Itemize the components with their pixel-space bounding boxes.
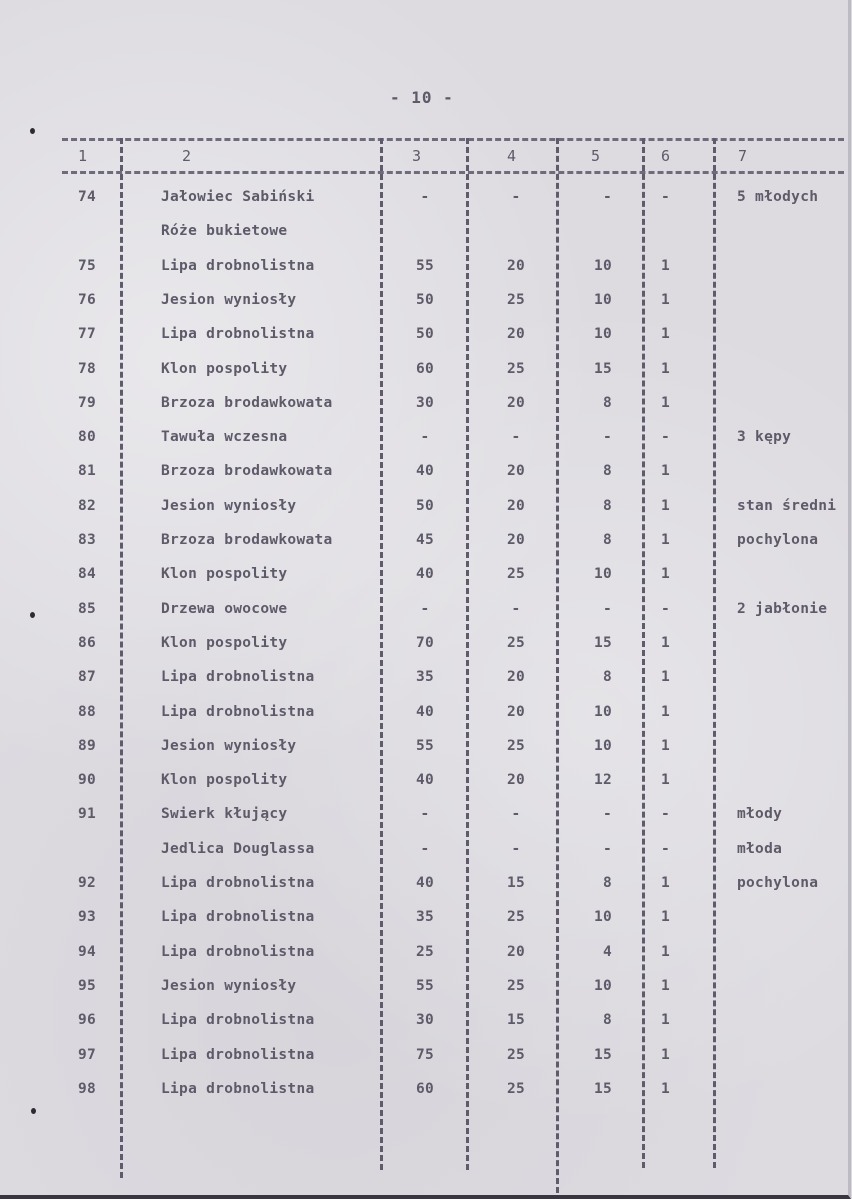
cell-col-1: 83 [78,532,97,548]
cell-col-2: Klon pospolity [161,772,288,789]
column-header-3: 3 [412,147,422,165]
cell-col-5: 10 [593,977,612,994]
table-row [0,566,852,600]
punch-mark [30,128,35,134]
cell-col-2: Jesion wyniosły [161,977,297,994]
cell-col-5: 10 [593,291,612,308]
cell-col-3: 55 [415,977,435,994]
cell-col-1: 74 [78,189,97,205]
cell-col-2: Lipa drobnolistna [161,1080,315,1097]
table-row [0,361,852,395]
cell-col-1: 98 [78,1080,97,1097]
cell-col-6: 1 [661,463,671,480]
cell-col-3: - [420,806,430,823]
cell-col-6: 1 [661,909,671,926]
cell-col-1: 86 [78,634,97,651]
cell-col-4: 15 [506,1012,526,1029]
cell-col-6: - [661,600,671,617]
table-row [0,532,852,566]
cell-col-4: 25 [506,634,526,651]
cell-col-5: - [602,189,612,205]
table-row [0,841,852,875]
table-top-rule [62,138,844,141]
table-row [0,978,852,1012]
cell-col-3: 75 [415,1046,435,1063]
cell-col-6: - [661,429,671,446]
table-row [0,772,852,806]
cell-col-3: 50 [415,326,435,343]
cell-col-4: - [511,840,521,857]
cell-col-7: młoda [737,840,783,857]
table-row [0,704,852,738]
cell-col-4: 20 [506,463,526,480]
column-header-1: 1 [78,147,88,165]
cell-col-5: 10 [593,326,612,343]
cell-col-5: 8 [602,497,612,514]
cell-col-1: 91 [78,806,97,823]
cell-col-5: 8 [602,875,612,891]
cell-col-1: 82 [78,497,97,514]
cell-col-3: 60 [415,360,435,377]
cell-col-2: Klon pospolity [161,360,288,377]
cell-col-7: pochylona [737,875,819,891]
cell-col-2: Lipa drobnolistna [161,1012,315,1029]
column-header-2: 2 [182,147,192,165]
cell-col-1: 92 [78,875,97,891]
column-header-7: 7 [738,147,748,165]
cell-col-3: 70 [415,634,435,651]
cell-col-4: 20 [506,497,526,514]
column-header-6: 6 [661,147,671,165]
cell-col-6: 1 [661,394,671,411]
cell-col-6: 1 [661,737,671,754]
cell-col-4: 20 [506,532,526,548]
cell-col-7: 5 młodych [737,189,819,205]
cell-col-2: Lipa drobnolistna [161,257,315,274]
cell-col-7: 2 jabłonie [737,600,828,617]
cell-col-3: 40 [415,772,435,789]
table-row [0,258,852,292]
cell-col-6: 1 [661,875,671,891]
cell-col-3: - [420,429,430,446]
cell-col-4: - [511,429,521,446]
cell-col-1: 87 [78,669,97,686]
cell-col-4: - [511,806,521,823]
column-header-5: 5 [591,147,601,165]
cell-col-2: Lipa drobnolistna [161,875,315,891]
cell-col-2: Lipa drobnolistna [161,326,315,343]
cell-col-2: Lipa drobnolistna [161,669,315,686]
cell-col-6: 1 [661,497,671,514]
cell-col-3: 45 [415,532,435,548]
cell-col-5: - [602,840,612,857]
cell-col-2: Jedlica Douglassa [161,840,315,857]
cell-col-5: 4 [602,943,612,960]
table-row [0,223,852,257]
cell-col-4: 20 [506,943,526,960]
cell-col-4: 20 [506,257,526,274]
cell-col-4: 25 [506,977,526,994]
cell-col-2: Brzoza brodawkowata [161,532,333,548]
cell-col-4: 20 [506,669,526,686]
cell-col-7: młody [737,806,783,823]
cell-col-5: 10 [593,909,612,926]
cell-col-4: - [511,600,521,617]
cell-col-3: - [420,600,430,617]
cell-col-4: 25 [506,566,526,583]
column-header-4: 4 [507,147,517,165]
table-row [0,429,852,463]
cell-col-5: 8 [602,532,612,548]
cell-col-3: 30 [415,394,435,411]
cell-col-2: Lipa drobnolistna [161,703,315,720]
cell-col-4: 20 [506,703,526,720]
cell-col-3: 40 [415,463,435,480]
table-row [0,326,852,360]
cell-col-6: 1 [661,360,671,377]
table-row [0,944,852,978]
cell-col-6: 1 [661,943,671,960]
cell-col-3: - [420,840,430,857]
cell-col-1: 88 [78,703,97,720]
table-row [0,463,852,497]
cell-col-4: 20 [506,326,526,343]
cell-col-4: 25 [506,291,526,308]
cell-col-5: 15 [593,1080,612,1097]
cell-col-4: - [511,189,521,205]
cell-col-2: Jesion wyniosły [161,737,297,754]
cell-col-2: Lipa drobnolistna [161,909,315,926]
cell-col-6: 1 [661,703,671,720]
cell-col-1: 81 [78,463,97,480]
cell-col-3: 35 [415,669,435,686]
cell-col-1: 75 [78,257,97,274]
cell-col-6: - [661,189,671,205]
cell-col-1: 96 [78,1012,97,1029]
cell-col-5: 12 [593,772,612,789]
table-row [0,1047,852,1081]
table-row [0,635,852,669]
cell-col-2: Lipa drobnolistna [161,1046,315,1063]
cell-col-6: 1 [661,977,671,994]
cell-col-6: 1 [661,326,671,343]
header-bottom-rule [62,171,844,174]
table-row [0,1012,852,1046]
cell-col-2: Klon pospolity [161,566,288,583]
cell-col-7: pochylona [737,532,819,548]
cell-col-5: 8 [602,463,612,480]
cell-col-1: 89 [78,737,97,754]
cell-col-5: 8 [602,394,612,411]
cell-col-3: 40 [415,566,435,583]
cell-col-1: 77 [78,326,97,343]
table-row [0,189,852,223]
table-row [0,909,852,943]
cell-col-6: 1 [661,257,671,274]
cell-col-2: Jesion wyniosły [161,291,297,308]
table-row [0,669,852,703]
cell-col-3: 30 [415,1012,435,1029]
cell-col-1: 94 [78,943,97,960]
cell-col-4: 15 [506,875,526,891]
cell-col-5: 10 [593,566,612,583]
cell-col-1: 84 [78,566,97,583]
cell-col-6: 1 [661,1046,671,1063]
cell-col-4: 20 [506,394,526,411]
cell-col-2: Tawuła wczesna [161,429,288,446]
cell-col-1: 90 [78,772,97,789]
cell-col-5: 15 [593,360,612,377]
cell-col-2: Drzewa owocowe [161,600,288,617]
cell-col-5: 10 [593,257,612,274]
cell-col-1: 85 [78,600,97,617]
cell-col-3: 40 [415,703,435,720]
table-row [0,395,852,429]
cell-col-4: 25 [506,737,526,754]
cell-col-3: 25 [415,943,435,960]
cell-col-3: 35 [415,909,435,926]
cell-col-6: 1 [661,532,671,548]
cell-col-5: - [602,429,612,446]
cell-col-7: 3 kępy [737,429,792,446]
cell-col-2: Jałowiec Sabiński [161,189,315,205]
table-row [0,738,852,772]
cell-col-2: Jesion wyniosły [161,497,297,514]
cell-col-2: Brzoza brodawkowata [161,394,333,411]
cell-col-1: 93 [78,909,97,926]
cell-col-6: - [661,806,671,823]
cell-col-6: 1 [661,1080,671,1097]
cell-col-6: 1 [661,291,671,308]
cell-col-3: - [420,189,430,205]
page-number: - 10 - [390,88,454,107]
cell-col-1: 79 [78,394,97,411]
cell-col-5: 10 [593,737,612,754]
cell-col-5: 15 [593,634,612,651]
cell-col-1: 78 [78,360,97,377]
table-row [0,601,852,635]
cell-col-7: stan średni [737,497,837,514]
cell-col-6: 1 [661,566,671,583]
cell-col-5: - [602,600,612,617]
cell-col-2: Brzoza brodawkowata [161,463,333,480]
table-row [0,875,852,909]
cell-col-6: 1 [661,669,671,686]
cell-col-5: 8 [602,1012,612,1029]
cell-col-3: 55 [415,257,435,274]
cell-col-2: Lipa drobnolistna [161,943,315,960]
cell-col-5: 8 [602,669,612,686]
cell-col-4: 25 [506,360,526,377]
cell-col-4: 20 [506,772,526,789]
table-row [0,1081,852,1115]
cell-col-2: Róże bukietowe [161,223,288,240]
cell-col-4: 25 [506,909,526,926]
cell-col-3: 60 [415,1080,435,1097]
cell-col-3: 40 [415,875,435,891]
table-row [0,498,852,532]
cell-col-3: 50 [415,291,435,308]
table-row [0,806,852,840]
cell-col-1: 97 [78,1046,97,1063]
cell-col-6: 1 [661,1012,671,1029]
cell-col-2: Klon pospolity [161,634,288,651]
cell-col-5: 10 [593,703,612,720]
cell-col-3: 55 [415,737,435,754]
cell-col-4: 25 [506,1080,526,1097]
cell-col-1: 80 [78,429,97,446]
cell-col-6: 1 [661,634,671,651]
cell-col-5: 15 [593,1046,612,1063]
cell-col-3: 50 [415,497,435,514]
cell-col-5: - [602,806,612,823]
table-row [0,292,852,326]
cell-col-4: 25 [506,1046,526,1063]
cell-col-6: 1 [661,772,671,789]
cell-col-2: Swierk kłujący [161,806,288,823]
cell-col-1: 95 [78,977,97,994]
cell-col-6: - [661,840,671,857]
cell-col-1: 76 [78,291,97,308]
